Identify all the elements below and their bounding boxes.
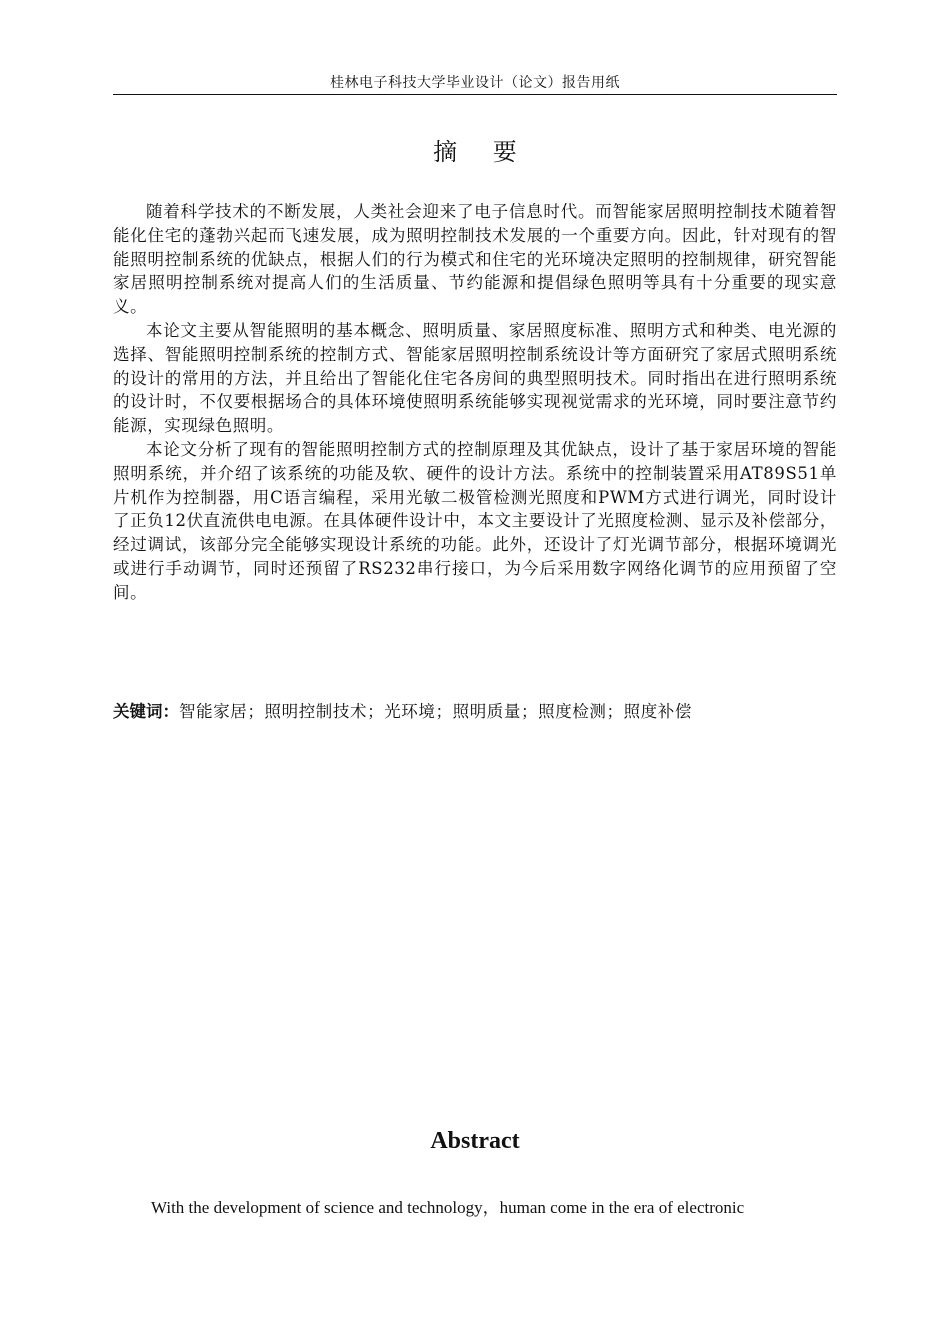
- english-abstract-body: [113, 1196, 837, 1220]
- abstract-paragraph: 本论文分析了现有的智能照明控制方式的控制原理及其优缺点，设计了基于家居环境的智能照明系统，并介绍了该系统的功能及软、硬件的设计方法。系统中的控制装置采用AT89S51单片机作为控制器，用C语言编程，采用光敏二极管检测光照度和PWM方式进行调光，同时设计了正负12伏直流供电电源。在具体硬件设计中，本文主要设计了光照度检测、显示及补偿部分，经过调试，该部分完全能够实现设计系统的功能。此外，还设计了灯光调节部分，根据环境调光或进行手动调节，同时还预留了RS232串行接口，为今后采用数字网络化调节的应用预留了空间。: [113, 439, 837, 602]
- keywords-label: 关键词：: [113, 702, 179, 721]
- abstract-paragraph: 随着科学技术的不断发展，人类社会迎来了电子信息时代。而智能家居照明控制技术随着智能化住宅的蓬勃兴起而飞速发展，成为照明控制技术发展的一个重要方向。因此，针对现有的智能照明控制系统的优缺点，根据人们的行为模式和住宅的光环境决定照明的控制规律，研究智能家居照明控制系统对提高人们的生活质量、节约能源和提倡绿色照明等具有十分重要的现实意义。: [113, 202, 837, 317]
- english-abstract-title: Abstract: [430, 1128, 520, 1154]
- header-rule: [113, 94, 837, 95]
- running-header: 桂林电子科技大学毕业设计（论文）报告用纸: [330, 75, 620, 91]
- keywords-list: 智能家居；照明控制技术；光环境；照明质量；照度检测；照度补偿: [179, 702, 692, 721]
- chinese-abstract-title: 摘 要: [433, 138, 531, 166]
- english-abstract-line: With the development of science and technology，human come in the era of electronic: [151, 1198, 745, 1217]
- chinese-abstract-body: [113, 200, 837, 605]
- abstract-paragraph: 本论文主要从智能照明的基本概念、照明质量、家居照度标准、照明方式和种类、电光源的选择、智能照明控制系统的控制方式、智能家居照明控制系统设计等方面研究了家居式照明系统的设计的常用的方法，并且给出了智能化住宅各房间的典型照明技术。同时指出在进行照明系统的设计时，不仅要根据场合的具体环境使照明系统能够实现视觉需求的光环境，同时要注意节约能源，实现绿色照明。: [113, 320, 837, 436]
- keywords-line: [113, 700, 837, 724]
